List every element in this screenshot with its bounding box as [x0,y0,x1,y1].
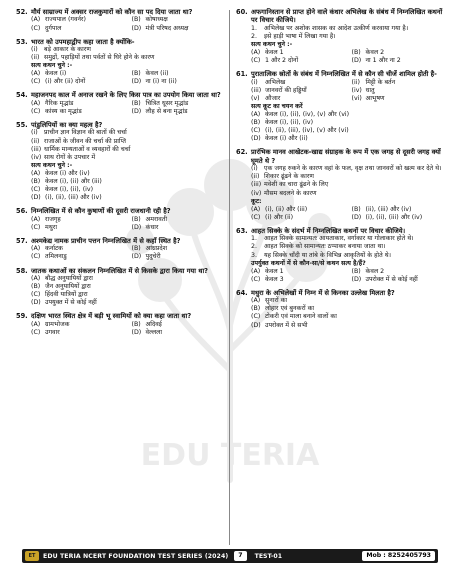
option-label: (A) [251,267,261,275]
option-text: दुर्गपाल [45,24,62,32]
statement-label: (i) [31,46,38,53]
option-text: केवल 2 [365,267,385,275]
option-label: (A) [31,320,41,328]
question-body [236,79,448,144]
question-body [16,321,228,337]
question-number: 52. [16,8,28,16]
option-text: कोषाध्यक्ष [145,16,168,24]
option [352,49,449,57]
option-text: केवल (ii) [145,70,169,78]
option-text: ना 1 और ना 2 [365,57,401,65]
question-61 [236,70,448,143]
question-body [16,129,228,202]
option-text: ना (i) ना (ii) [145,78,177,86]
option-label: (C) [251,127,261,135]
question-text: दक्षिण भारत स्थित क्षेत्र में बड़ी भू स्वामियों को क्या कहा जाता था? [31,312,192,321]
option [132,16,229,24]
option-text: (i), (ii), (iii) और (iv) [365,213,423,221]
option-text: केवल (i), (ii), (iv) [265,119,314,127]
option-text: जैन अनुयायियों द्वारा [45,283,91,290]
options-group [31,216,228,232]
question-52 [16,8,228,33]
option-text: औजार [265,94,281,102]
option [31,321,128,329]
question-text: निम्नलिखित में से कौन कुषाणों की दूसरी राजधानी रही है? [31,207,171,216]
right-column [236,8,448,335]
question-body [236,297,448,329]
option-text: कंधार [145,223,159,231]
options-group [31,16,228,32]
option-label: (B) [131,215,141,223]
question-56 [16,207,228,232]
options-group [31,245,228,261]
option-text: सुनारों का [265,297,288,305]
question-body [236,165,448,222]
statement-text: आहत सिक्के सामान्यतः आयताकार, वर्गाकार या गोलाकार होते थे। [264,235,414,243]
option-label: (vi) [351,94,362,102]
option [132,253,229,261]
option-label: (iii) [251,86,262,94]
option [31,275,228,283]
options-group [31,170,228,202]
option-label: (B) [131,16,141,24]
option-label: (B) [251,119,261,127]
options-group [251,268,448,284]
option-text: उपरोक्त में से कोई नहीं [365,275,418,283]
option-label: (D) [351,57,362,65]
option-text: आभूषण [365,94,385,102]
options-group [31,275,228,307]
statement-text: राजाओं के जीवन की चर्चा की प्राप्ति [44,137,127,145]
question-header [16,207,228,215]
watermark-text: EDU TERIA [140,438,320,473]
option-text: (ii), (iii) और (iv) [365,205,412,213]
options-group [251,297,448,329]
statement-text: यह सिक्के चाँदी या तांबे के विभिन्न आकृतियों के होते थे। [264,251,392,259]
question-body [16,216,228,232]
statement-label: 1. [251,235,258,243]
options-group [31,70,228,86]
option [251,268,348,276]
option [31,224,128,232]
option [132,108,229,116]
statement [251,181,448,189]
option-label: (B) [351,267,361,275]
options-group [31,321,228,337]
question-header [16,91,228,99]
question-text: मथुरा के अभिलेखों में निम्न में से किनका उल्लेख मिलता है? [251,288,395,297]
option-label: (B) [131,245,141,253]
question-body [236,235,448,284]
statement-text: समुद्रों, पहाड़ियों तथा पर्वतों से घिरे होने के कारण [44,54,155,62]
option-label: (A) [251,297,261,305]
question-number: 57. [16,236,28,245]
question-64 [236,289,448,330]
statement [31,46,228,54]
option-text: केवल 1 [265,267,284,275]
option-label: (A) [31,245,41,253]
question-text: अश्मकेद्य नामक प्राचीन पत्तन निम्नलिखित में से कहाँ स्थित है? [31,236,181,245]
option-label: (C) [251,313,261,321]
option-text: (i), (ii) और (iii) [265,205,308,213]
option [251,214,348,222]
option [132,78,229,86]
option [31,216,128,224]
option-text: केवल (i) और (iv) [45,169,90,177]
question-57 [16,237,228,262]
option [352,57,449,65]
instruction: सत्य कथन चुने :- [251,41,293,48]
option-text: लोहार एवं बुनकरों का [265,305,315,313]
question-number: 64. [236,288,248,297]
question-number: 60. [236,8,248,16]
option-label: (C) [31,24,41,32]
option-label: (D) [251,135,261,143]
question-number: 53. [16,37,28,46]
left-column [16,8,228,342]
option [31,78,128,86]
option-label: (B) [31,283,41,290]
footer-bar [22,549,438,563]
question-62 [236,148,448,221]
option-text: (i) और (ii) दोनों [45,78,86,86]
instruction: सत्य कूट का चयन करें [251,102,303,110]
option-label: (B) [131,99,141,107]
option [31,299,228,307]
option [132,224,229,232]
option [251,87,348,95]
options-group [251,49,448,65]
option-text: उपरोक्त में से सभी [265,321,308,329]
options-group [31,100,228,116]
option [251,135,448,143]
option [352,276,449,284]
instruction: सत्य कथन चुने :- [31,161,73,169]
option-label: (D) [351,275,362,283]
option [251,206,348,214]
statement [251,33,448,41]
option-label: (D) [131,107,142,115]
question-number: 62. [236,148,248,157]
option-label: (ii) [351,78,360,86]
options-group [251,79,448,103]
option-text: केवल 3 [265,275,284,283]
option-label: (A) [31,70,41,78]
option-text: धातु [365,86,375,94]
option-text: केवल (i), (ii) और (iii) [45,178,102,186]
option-text: ग्रामभोजक [45,320,70,328]
option-label: (D) [131,253,142,261]
page-number: 7 [234,551,246,561]
option-label: (B) [131,70,141,78]
option-label: (A) [31,215,41,223]
statement-label: (iv) [31,153,42,161]
option-text: (i) और (ii) [265,213,294,221]
option-label: (A) [31,169,41,177]
statement [31,129,228,137]
option-text: केवल 1 [265,49,284,57]
option-label: (D) [31,194,41,202]
statement-text: शिकार ढूंढने के कारण [264,173,314,181]
option-text: अमरावती [145,215,168,223]
option-label: (C) [251,57,261,65]
option [251,49,348,57]
option-label: (A) [31,99,41,107]
question-body [16,275,228,307]
statement [31,154,228,162]
test-id: TEST-01 [254,552,283,560]
option-label: (C) [31,328,41,336]
option-text: कर्नाटक [45,245,63,253]
options-group [251,111,448,143]
question-number: 55. [16,121,28,130]
option-text: केवल (i), (ii), (iv) [45,186,94,194]
question-text: महाजनपद काल में अनाज रखने के लिए किस पात्र का उपयोग किया जाता था? [31,91,221,100]
question-text: पांडुलिपियों का क्या महत्व है? [31,121,103,130]
option-text: अदिवई [145,320,162,328]
option-text: राज्यपाल (गवर्नर) [45,16,86,24]
question-text: पुरातात्विक स्रोतों के संबंध में निम्नलिखित में से कौन सी चीजें शामिल होती है- [251,70,437,79]
option [132,100,229,108]
option-text: उगवार [45,328,60,336]
statement-label: 2. [251,32,258,40]
question-63 [236,227,448,284]
question-header [16,267,228,275]
instruction: सत्य कथन चुने :- [31,62,73,70]
option-label: (B) [131,320,141,328]
option [352,79,449,87]
option-text: तमिलनाडु [45,253,67,261]
option [31,25,128,33]
options-group [251,206,448,222]
option [31,186,228,194]
statement-text: अभिलेख पर अशोक शासक का आदेश उत्कीर्ण करवाया गया है। [264,24,409,32]
question-55 [16,121,228,202]
statement [251,252,448,260]
question-header [16,312,228,320]
question-header [16,38,228,46]
question-number: 61. [236,70,248,79]
statement-text: मवेशी का चारा ढूंढने के लिए [264,181,329,189]
statement-label: (iv) [251,189,262,197]
question-header [236,148,448,165]
option-label: (D) [131,328,142,336]
option-label: (B) [351,205,361,213]
column-divider [229,10,230,545]
option-label: (D) [131,223,142,231]
option [352,95,449,103]
option-text: टोकरी एवं माला बनाने वालों का [265,313,337,321]
option [31,291,228,299]
question-60 [236,8,448,65]
statement-label: 2. [251,243,258,251]
question-header [236,8,448,25]
question-body [16,100,228,116]
statement-label: (iii) [251,181,262,189]
question-53 [16,38,228,87]
statement-text: साथ रोगों के उपचार में [44,153,96,161]
question-number: 54. [16,91,28,100]
option-text: मिट्टी के बर्तन [365,78,396,86]
question-text: जातक कथाओं का संकलन निम्नलिखित में से किसके द्वारा किया गया था? [31,266,208,275]
option [132,25,229,33]
option-text: अभिलेख [265,78,286,86]
question-body [16,46,228,86]
question-text: अफगानिस्तान से प्राप्त होने वाले कंधार अभिलेख के संबंध में निम्नलिखित कथनों पर विचार कीजिये। [251,8,443,25]
option-label: (C) [31,186,41,194]
option-label: (D) [31,299,41,307]
option-label: (B) [351,49,361,57]
statement-label: (i) [251,165,258,173]
question-body [236,25,448,65]
statement-text: आहत सिक्के को सामान्यतः ठप्पाकर बनाया जाता था। [264,243,386,251]
option-text: वेल्लला [145,328,163,336]
option-label: (A) [31,274,41,282]
option-label: (C) [31,78,41,86]
question-body [16,16,228,32]
option-text: कांस्य का मृद्भांड [45,107,82,115]
question-58 [16,267,228,308]
option [251,276,348,284]
option-label: (C) [31,253,41,261]
option-text: केवल (i), (ii), (iv), (v) और (vi) [265,111,350,119]
option-text: गैरिक मृद्भांड [45,99,74,107]
option-label: (D) [351,213,362,221]
statement [31,138,228,146]
option [31,194,228,202]
option [251,79,348,87]
option-text: बौद्ध अनुयायियों द्वारा [45,274,93,282]
question-text: मौर्य साम्राज्य में अक्सर राजकुमारों को कौन सा पद दिया जाता था? [31,8,193,16]
option-label: (B) [251,305,261,313]
option [31,16,128,24]
option-text: (i), (ii), (iii), (iv), (v) और (vi) [265,127,349,135]
option-label: (A) [31,16,41,24]
option [132,321,229,329]
option-label: (B) [31,178,41,186]
option-text: (i), (ii), (iii) और (iv) [45,194,102,202]
option [31,283,228,291]
question-text: भारत को उपमहाद्वीप कहा जाता है क्योंकि- [31,37,135,46]
footer-series: EDU TERIA NCERT FOUNDATION TEST SERIES (2024) [43,552,229,560]
option-label: (A) [251,49,261,57]
option-label: (D) [131,24,142,32]
instruction: कूट: [251,197,262,205]
option-label: (C) [31,291,41,299]
question-59 [16,312,228,337]
option [251,57,348,65]
option-label: (iv) [351,86,362,94]
option [132,70,229,78]
option-label: (D) [131,78,142,86]
instruction: उपर्युक्त कथनों में से कौन-सा/से कथन सत्य है/हैं? [251,259,366,267]
option [132,216,229,224]
option [31,100,128,108]
option-label: (i) [251,78,258,86]
option-text: राजगृह [45,215,61,223]
option-text: पुदुचेरी [145,253,161,261]
statement [251,25,448,33]
option [31,108,128,116]
option-label: (C) [31,107,41,115]
statement-label: (ii) [31,54,40,62]
statement-label: (i) [31,129,38,137]
statement-text: धार्मिक मान्यताओं व व्यवहारों की चर्चा [44,145,131,153]
option-text: केवल (i) [45,70,67,78]
question-body [16,245,228,261]
option [31,170,228,178]
question-header [236,70,448,78]
option [352,87,449,95]
statement-text: इसे हाड़ी भाषा में लिखा गया है। [264,32,336,40]
option [352,206,449,214]
option [352,268,449,276]
statement-label: (ii) [251,173,260,181]
option-text: लौह से बना मृद्भांड [145,107,188,115]
statement-label: (ii) [31,137,40,145]
option-text: उपयुक्त में से कोई नहीं [45,299,97,307]
option-label: (v) [251,94,260,102]
option [352,214,449,222]
option [251,313,448,321]
statement-text: बड़े आकार के कारण [44,46,91,53]
option-label: (C) [31,223,41,231]
option [251,322,448,330]
statement [251,243,448,251]
option-label: (C) [251,275,261,283]
option-text: हिंदवी यात्रियों द्वारा [45,291,88,299]
option-label: (D) [251,321,261,329]
option [31,253,128,261]
option-text: केवल (i) और (ii) [265,135,308,143]
option-label: (A) [251,205,261,213]
statement-text: मौसम बदलने के कारण [264,189,317,197]
question-text: आहत सिक्के के संदर्भ में निम्नलिखित कथनों पर विचार कीजिये। [251,226,406,235]
option-text: मथुरा [45,223,57,231]
question-54 [16,91,228,116]
question-text: प्रारंभिक मानव आखेटक-खाद्य संग्राहक के रूप में एक जगह से दूसरी जगह क्यों घूमते थे ? [251,148,441,165]
question-number: 59. [16,312,28,321]
statement-text: प्राचीन ज्ञान विज्ञान की बातों की चर्चा [44,129,127,137]
option-text: जानवरों की हड्डियाँ [265,86,307,94]
statement-label: 1. [251,24,258,32]
option [251,111,448,119]
option [251,95,348,103]
logo-icon: ET [25,551,39,561]
option-label: (A) [251,111,261,119]
option-text: चित्रित धूसर मृद्भांड [145,99,189,107]
option [31,329,128,337]
statement [251,190,448,198]
statement [31,146,228,154]
option-text: केवल 2 [365,49,385,57]
statement-text: एक जगह रुकने के कारण वहां के फल, वृक्ष तथा जानवरों को खत्म कर देते थे। [264,165,442,173]
statement [31,54,228,62]
option-label: (C) [251,213,261,221]
question-number: 56. [16,207,28,216]
statement-label: (iii) [31,145,42,153]
option [31,178,228,186]
option-text: मंत्री परिषद अध्यक्ष [145,24,189,32]
statement-label: 3. [251,251,258,259]
option-text: 1 और 2 दोनों [265,57,299,65]
option-text: आंध्रप्रदेश [145,245,168,253]
question-number: 63. [236,226,248,235]
option [132,329,229,337]
question-number: 58. [16,266,28,275]
mobile-number: Mob : 8252405793 [362,551,435,561]
